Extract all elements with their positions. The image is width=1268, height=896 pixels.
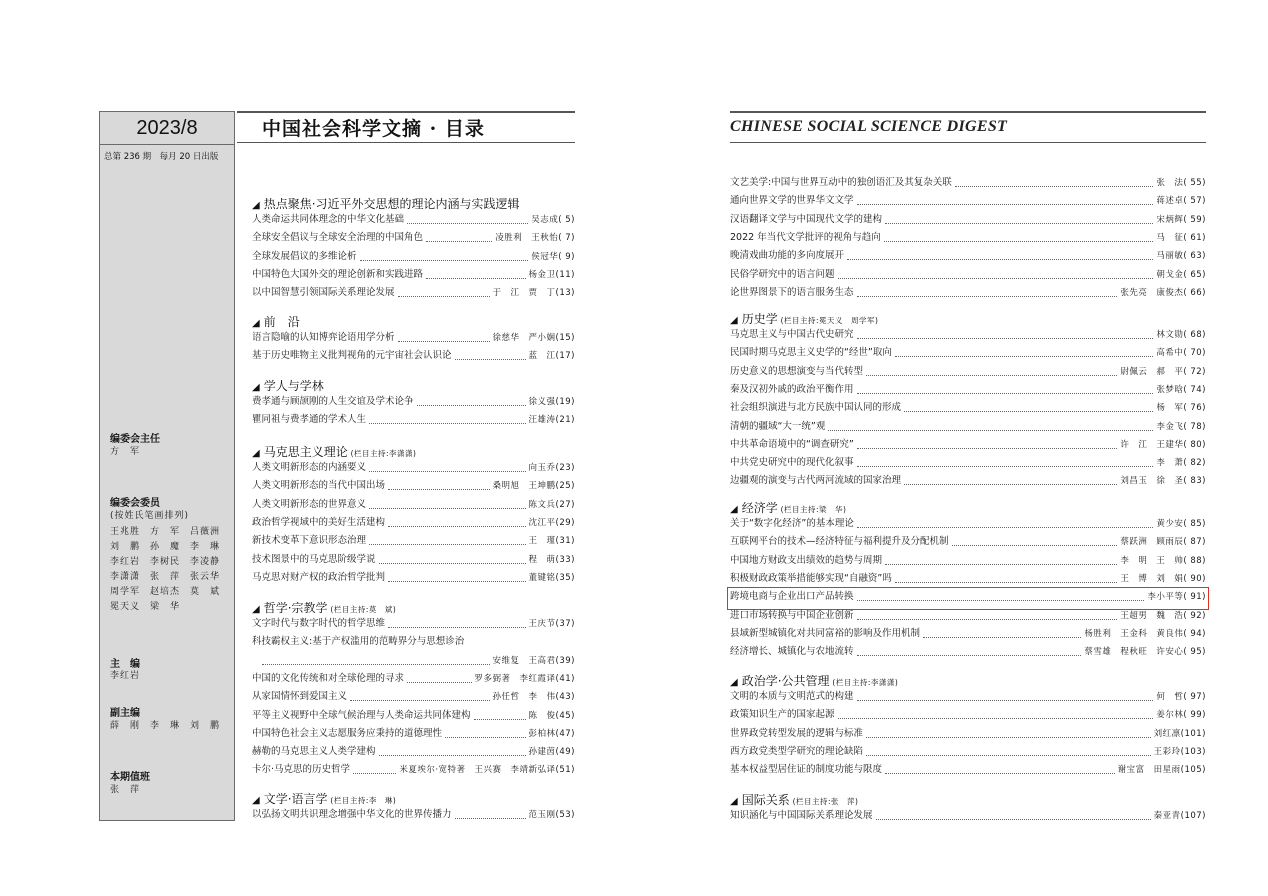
entry-author-page: 尉佩云 郝 平( 72) (1120, 366, 1206, 377)
left-title-rule (237, 142, 575, 143)
toc-entry[interactable] (730, 194, 1206, 208)
toc-entry[interactable] (730, 474, 1206, 488)
dot-leader (923, 637, 1081, 638)
section-title: 文学·语言学 (263, 792, 328, 806)
toc-entry[interactable] (730, 401, 1206, 415)
entry-author-page: 沈江平(29) (528, 517, 575, 528)
entry-author-page: 许 江 王建华( 80) (1120, 439, 1206, 450)
entry-author-page: 董键铭(35) (528, 572, 575, 583)
entry-title: 民国时期马克思主义史学的“经世”取向 (730, 347, 892, 359)
entry-title: 费孝通与顾颉刚的人生交谊及学术论争 (252, 396, 414, 407)
toc-entry[interactable] (252, 349, 575, 363)
triangle-marker-icon: ◢ (252, 448, 260, 459)
dot-leader (426, 278, 526, 279)
entry-author-page: 安维复 王高君(39) (492, 655, 575, 666)
toc-entry[interactable] (252, 395, 575, 409)
toc-entry[interactable] (730, 708, 1206, 722)
section-heading (252, 195, 520, 212)
entry-author-page: 陈文兵(27) (528, 499, 575, 510)
section-heading (730, 310, 878, 327)
entry-author-page: 程 萌(33) (528, 554, 575, 565)
dot-leader (955, 186, 1154, 187)
dot-leader (445, 737, 526, 738)
board-member-row: 冕天义 梁 华 (110, 602, 181, 612)
toc-entry[interactable] (252, 727, 575, 741)
entry-title: 中国特色大国外交的理论创新和实践进路 (252, 268, 424, 280)
toc-entry[interactable] (252, 479, 575, 493)
section-host-note: (栏目主持:李潇潇) (829, 678, 899, 687)
entry-author-page: 杨 军( 76) (1156, 403, 1206, 414)
toc-entry[interactable] (730, 346, 1206, 360)
toc-entry[interactable] (262, 654, 575, 668)
entry-author-page: 张梦晗( 74) (1156, 384, 1206, 395)
entry-author-page: 陈 俊(45) (528, 710, 575, 721)
section-title: 经济学 (741, 501, 778, 515)
toc-entry[interactable] (730, 176, 1206, 190)
entry-author-page: 孙建茵(49) (528, 747, 575, 758)
entry-title: 西方政党类型学研究的理论缺陷 (730, 745, 864, 757)
entry-title: 论世界图景下的语言服务生态 (730, 286, 854, 298)
entry-author-page: 高希中( 70) (1156, 348, 1206, 359)
dot-leader (417, 405, 526, 406)
dot-leader (379, 755, 526, 756)
board-members-note: (按姓氏笔画排列) (110, 511, 190, 521)
section-heading (730, 672, 898, 689)
duty-editor: 张 萍 (110, 785, 141, 795)
toc-entry[interactable] (730, 231, 1206, 245)
entry-author-page: 王彩玲(103) (1153, 746, 1206, 757)
triangle-marker-icon: ◢ (730, 677, 738, 688)
entry-title: 人类文明新形态的世界意义 (252, 498, 367, 510)
dot-leader (407, 223, 528, 224)
entry-title: 积极财政政策举措能够实现“自融资”吗 (730, 572, 892, 584)
entry-title: 技术图景中的马克思阶级学说 (252, 553, 376, 565)
section-title: 哲学·宗教学 (263, 601, 328, 615)
dot-leader (866, 375, 1117, 376)
section-title: 学人与学林 (263, 379, 324, 393)
editor-label: 主 编 (110, 659, 140, 670)
dot-leader (857, 527, 1154, 528)
deputy-editor-label: 副主编 (110, 708, 140, 719)
entry-title: 赫勒的马克思主义人类学建构 (252, 746, 376, 758)
triangle-marker-icon: ◢ (730, 796, 738, 807)
toc-entry[interactable] (730, 286, 1206, 300)
dot-leader (952, 545, 1118, 546)
section-title: 政治学·公共管理 (741, 674, 830, 688)
entry-title: 语言隐喻的认知博弈论语用学分析 (252, 332, 395, 343)
dot-leader (876, 819, 1151, 820)
dot-leader (398, 341, 490, 342)
entry-author-page: 汪雄涛(21) (528, 415, 575, 426)
board-member-row: 李潇潇 张 萍 张云华 (110, 572, 221, 582)
board-chair: 方 军 (110, 447, 141, 457)
dot-leader (885, 773, 1115, 774)
dot-leader (885, 223, 1153, 224)
board-chair-label: 编委会主任 (110, 434, 160, 445)
entry-title: 人类文明新形态的当代中国出场 (252, 480, 386, 492)
entry-title: 新技术变革下意识形态治理 (252, 535, 367, 547)
entry-author-page: 何 哲( 97) (1156, 692, 1206, 702)
entry-title: 政治哲学视域中的美好生活建构 (252, 516, 386, 528)
dot-leader (353, 773, 396, 774)
entry-author-page: 林文勋( 68) (1156, 330, 1206, 340)
toc-entry[interactable] (252, 553, 575, 567)
dot-leader (904, 484, 1117, 485)
dot-leader (388, 526, 526, 527)
toc-entry[interactable] (730, 383, 1206, 397)
entry-author-page: 姜尔林( 99) (1156, 710, 1206, 721)
toc-entry[interactable] (252, 498, 575, 512)
entry-author-page: 彭柏林(47) (528, 728, 575, 739)
entry-title: 中共党史研究中的现代化叙事 (730, 457, 854, 469)
dot-leader (895, 582, 1118, 583)
entry-author-page: 李 萧( 82) (1156, 458, 1206, 469)
entry-author-page: 蓝 江(17) (528, 351, 575, 362)
toc-entry[interactable] (730, 268, 1206, 282)
toc-entry[interactable] (252, 808, 575, 822)
dot-leader (369, 544, 526, 545)
entry-title: 通向世界文学的世界华文文学 (730, 195, 854, 207)
entry-title: 文艺美学:中国与世界互动中的独创语汇及其复杂关联 (730, 177, 952, 188)
highlight-box (727, 587, 1209, 610)
entry-author-page: 凌胜利 王秋怡( 7) (495, 233, 575, 244)
triangle-marker-icon: ◢ (252, 382, 260, 393)
entry-author-page: 徐义强(19) (528, 397, 575, 407)
section-host-note: (栏目主持:梁 华) (777, 505, 847, 514)
dot-leader (262, 664, 490, 665)
entry-title: 马克思对财产权的政治哲学批判 (252, 571, 386, 583)
dot-leader (847, 259, 1153, 260)
triangle-marker-icon: ◢ (252, 604, 260, 615)
entry-title: 以中国智慧引领国际关系理论发展 (252, 287, 395, 299)
section-heading (252, 790, 396, 807)
dot-leader (360, 260, 529, 261)
entry-author-page: 王超男 魏 浩( 92) (1120, 610, 1206, 621)
entry-author-page: 宋炳辉( 59) (1156, 214, 1206, 225)
right-top-rule (730, 111, 1206, 113)
dot-leader (388, 627, 526, 628)
entry-author-page: 蔡跃洲 顾雨辰( 87) (1120, 537, 1206, 548)
dot-leader (866, 755, 1151, 756)
toc-entry[interactable] (252, 461, 575, 475)
toc-entry[interactable] (730, 456, 1206, 470)
entry-author-page: 米夏埃尔·宽特著 王兴赛 李靖新弘译(51) (399, 765, 575, 776)
left-top-rule (237, 111, 575, 113)
entry-title: 以弘扬文明共识理念增强中华文化的世界传播力 (252, 809, 452, 820)
editor: 李红岩 (110, 671, 141, 681)
entry-author-page: 向玉乔(23) (528, 463, 575, 473)
entry-author-page: 王 瑾(31) (528, 536, 575, 547)
entry-author-page: 黄少安( 85) (1156, 519, 1206, 529)
dot-leader (455, 818, 526, 819)
board-member-row: 王兆胜 方 军 吕薇洲 (110, 527, 221, 537)
entry-title: 晚清戏曲功能的多向度展开 (730, 250, 845, 262)
page-title: 中国社会科学文摘 · 目录 (262, 118, 485, 140)
entry-title: 全球安全倡议与全球安全治理的中国角色 (252, 232, 424, 244)
dot-leader (838, 718, 1154, 719)
entry-title: 县域新型城镇化对共同富裕的影响及作用机制 (730, 627, 921, 639)
section-title: 历史学 (741, 312, 778, 326)
deputy-editor: 薛 刚 李 琳 刘 鹏 (110, 721, 221, 731)
toc-entry[interactable] (730, 690, 1206, 704)
dot-leader (866, 737, 1151, 738)
toc-entry[interactable] (252, 268, 575, 282)
toc-entry[interactable] (730, 420, 1206, 434)
entry-author-page: 蒋述卓( 57) (1156, 196, 1206, 207)
triangle-marker-icon: ◢ (252, 318, 260, 329)
section-heading (730, 499, 846, 516)
entry-title: 清朝的疆域“大一统”观 (730, 420, 826, 432)
toc-entry[interactable] (730, 727, 1206, 741)
entry-title: 汉语翻译文学与中国现代文学的建构 (730, 213, 883, 225)
entry-title: 瞿同祖与费孝通的学术人生 (252, 414, 367, 426)
duty-label: 本期值班 (110, 772, 150, 783)
toc-entry[interactable] (252, 286, 575, 300)
dot-leader (407, 682, 472, 683)
toc-entry[interactable] (252, 672, 575, 686)
toc-entry[interactable] (730, 645, 1206, 659)
entry-title: 中国的文化传统和对全球伦理的寻求 (252, 672, 405, 684)
entry-title: 进口市场转换与中国企业创新 (730, 609, 854, 621)
entry-author-page: 蔡雪雄 程秋旺 许安心( 95) (1084, 647, 1206, 658)
dot-leader (857, 700, 1154, 701)
entry-title: 秦及汉初外戚的政治平衡作用 (730, 383, 854, 395)
entry-author-page: 孙任哲 李 伟(43) (492, 692, 575, 703)
toc-entry[interactable] (252, 745, 575, 759)
dot-leader (379, 563, 526, 564)
dot-leader (857, 466, 1154, 467)
toc-entry[interactable] (252, 635, 575, 649)
entry-title: 中共革命语境中的“调查研究” (730, 438, 854, 450)
dot-leader (857, 655, 1082, 656)
toc-entry[interactable] (730, 438, 1206, 452)
dot-leader (398, 296, 490, 297)
dot-leader (857, 619, 1118, 620)
section-heading (252, 313, 300, 330)
entry-title: 跨境电商与企业出口产品转换 (730, 591, 854, 603)
toc-entry[interactable] (252, 516, 575, 530)
toc-entry[interactable] (252, 534, 575, 548)
toc-entry[interactable] (730, 763, 1206, 777)
dot-leader (904, 411, 1153, 412)
toc-entry[interactable] (730, 745, 1206, 759)
dot-leader (895, 356, 1154, 357)
entry-title: 科技霸权主义:基于产权滥用的范畴界分与思想诊治 (252, 636, 465, 648)
section-title: 国际关系 (741, 793, 790, 807)
entry-title: 平等主义视野中全球气候治理与人类命运共同体建构 (252, 709, 471, 721)
entry-title: 卡尔·马克思的历史哲学 (252, 764, 351, 776)
entry-author-page: 刘昌玉 徐 圣( 83) (1120, 476, 1206, 487)
entry-author-page: 李 明 王 帅( 88) (1120, 555, 1206, 566)
dot-leader (857, 296, 1118, 297)
dot-leader (455, 359, 526, 360)
entry-author-page: 侯冠华( 9) (531, 251, 575, 262)
right-title-rule (730, 142, 1206, 143)
board-member-row: 周学军 赵培杰 莫 斌 (110, 587, 221, 597)
dot-leader (857, 338, 1154, 339)
toc-entry[interactable] (730, 809, 1206, 823)
entry-title: 文字时代与数字时代的哲学思维 (252, 618, 386, 629)
entry-title: 2022 年当代文学批评的视角与趋向 (730, 231, 881, 243)
board-members-label: 编委会委员 (110, 498, 160, 509)
toc-entry[interactable] (730, 609, 1206, 623)
dot-leader (838, 278, 1154, 279)
dot-leader (369, 508, 526, 509)
section-heading (252, 377, 324, 394)
toc-entry[interactable] (252, 250, 575, 264)
toc-entry[interactable] (730, 365, 1206, 379)
entry-author-page: 罗多弼著 李红霞译(41) (474, 673, 575, 684)
entry-author-page: 秦亚青(107) (1153, 811, 1206, 821)
toc-entry[interactable] (730, 328, 1206, 342)
entry-title: 社会组织演进与北方民族中国认同的形成 (730, 402, 902, 414)
toc-entry[interactable] (252, 690, 575, 704)
toc-entry[interactable] (730, 535, 1206, 549)
entry-author-page: 朝戈金( 65) (1156, 269, 1206, 280)
sidebar (99, 111, 235, 821)
entry-title: 基本权益型居住证的制度功能与限度 (730, 764, 883, 776)
entry-title: 关于“数字化经济”的基本理论 (730, 518, 854, 529)
entry-author-page: 马丽敏( 63) (1156, 251, 1206, 262)
section-heading (252, 599, 396, 616)
triangle-marker-icon: ◢ (252, 795, 260, 806)
dot-leader (350, 700, 490, 701)
toc-entry[interactable] (730, 554, 1206, 568)
toc-entry[interactable] (252, 571, 575, 585)
toc-entry[interactable] (730, 249, 1206, 263)
entry-title: 马克思主义与中国古代史研究 (730, 329, 854, 340)
entry-title: 历史意义的思想演变与当代转型 (730, 365, 864, 377)
entry-title: 边疆观的演变与古代两河流域的国家治理 (730, 475, 902, 487)
section-host-note: (栏目主持:莫 斌) (327, 605, 397, 614)
toc-entry[interactable] (252, 331, 575, 345)
dot-leader (426, 241, 492, 242)
entry-title: 世界政党转型发展的逻辑与标准 (730, 727, 864, 739)
entry-title: 基于历史唯物主义批判视角的元宇宙社会认识论 (252, 350, 452, 362)
entry-title: 互联网平台的技术—经济特征与福利提升及分配机制 (730, 536, 949, 548)
entry-author-page: 李小平等( 91) (1147, 592, 1206, 603)
entry-author-page: 于 江 贾 丁(13) (492, 288, 575, 299)
dot-leader (884, 241, 1154, 242)
entry-author-page: 张 法( 55) (1156, 178, 1206, 188)
entry-title: 经济增长、城镇化与农地流转 (730, 646, 854, 658)
section-heading (730, 791, 858, 808)
entry-title: 民俗学研究中的语言问题 (730, 268, 835, 280)
entry-title: 从家国情怀到爱国主义 (252, 691, 348, 703)
section-title: 马克思主义理论 (263, 445, 348, 459)
board-member-row: 刘 鹏 孙 魔 李 琳 (110, 542, 221, 552)
entry-title: 中国特色社会主义志愿服务应秉持的道德理性 (252, 727, 443, 739)
toc-entry[interactable] (252, 213, 575, 227)
journal-english-title: CHINESE SOCIAL SCIENCE DIGEST (730, 118, 1008, 135)
entry-author-page: 杨金卫(11) (528, 269, 575, 280)
entry-author-page: 张先亮 康俊杰( 66) (1120, 287, 1206, 298)
entry-author-page: 吴志成( 5) (531, 215, 575, 225)
dot-leader (828, 430, 1153, 431)
entry-author-page: 杨胜利 王金科 黄良伟( 94) (1084, 628, 1206, 639)
entry-author-page: 谢宝富 田星雨(105) (1117, 765, 1206, 776)
entry-author-page: 李金飞( 78) (1156, 421, 1206, 432)
toc-entry[interactable] (252, 709, 575, 723)
toc-entry[interactable] (730, 213, 1206, 227)
section-host-note: (栏目主持:冕天义 周学军) (777, 316, 879, 325)
entry-author-page: 王庆节(37) (528, 619, 575, 629)
triangle-marker-icon: ◢ (252, 200, 260, 211)
toc-entry[interactable] (252, 617, 575, 631)
issue-number: 2023/8 (100, 112, 234, 145)
entry-title: 人类文明新形态的内涵要义 (252, 462, 367, 473)
toc-entry[interactable] (252, 413, 575, 427)
dot-leader (857, 448, 1118, 449)
entry-title: 全球发展倡议的多维论析 (252, 250, 357, 262)
toc-entry[interactable] (730, 627, 1206, 641)
board-member-row: 李红岩 李树民 李凌静 (110, 557, 221, 567)
dot-leader (857, 393, 1154, 394)
section-title: 热点聚焦·习近平外交思想的理论内涵与实践逻辑 (263, 197, 520, 211)
section-title: 前 沿 (263, 315, 300, 329)
dot-leader (369, 471, 526, 472)
entry-title: 政策知识生产的国家起源 (730, 709, 835, 721)
toc-entry[interactable] (730, 517, 1206, 531)
dot-leader (388, 581, 526, 582)
toc-entry[interactable] (252, 763, 575, 777)
section-host-note: (栏目主持:李潇潇) (347, 449, 417, 458)
issue-info: 总第 236 期 每月 20 日出版 (104, 152, 219, 162)
section-host-note: (栏目主持:张 萍) (789, 797, 859, 806)
dot-leader (885, 564, 1117, 565)
triangle-marker-icon: ◢ (730, 504, 738, 515)
section-heading (252, 443, 416, 460)
entry-author-page: 马 征( 61) (1156, 232, 1206, 243)
toc-entry[interactable] (252, 231, 575, 245)
entry-title: 知识涵化与中国国际关系理论发展 (730, 810, 873, 821)
toc-entry[interactable] (730, 572, 1206, 586)
entry-author-page: 桑明旭 王坤鹏(25) (492, 481, 575, 492)
section-host-note: (栏目主持:李 琳) (327, 796, 397, 805)
entry-title: 文明的本质与文明范式的构建 (730, 691, 854, 702)
entry-author-page: 徐慈华 严小娴(15) (492, 333, 575, 343)
entry-author-page: 范玉刚(53) (528, 810, 575, 820)
dot-leader (388, 489, 490, 490)
triangle-marker-icon: ◢ (730, 315, 738, 326)
dot-leader (474, 719, 526, 720)
entry-title: 中国地方财政支出绩效的趋势与周期 (730, 554, 883, 566)
entry-author-page: 王 博 刘 娟( 90) (1120, 573, 1206, 584)
dot-leader (857, 204, 1154, 205)
entry-author-page: 刘红凛(101) (1153, 728, 1206, 739)
entry-title: 人类命运共同体理念的中华文化基础 (252, 214, 405, 225)
dot-leader (369, 423, 526, 424)
